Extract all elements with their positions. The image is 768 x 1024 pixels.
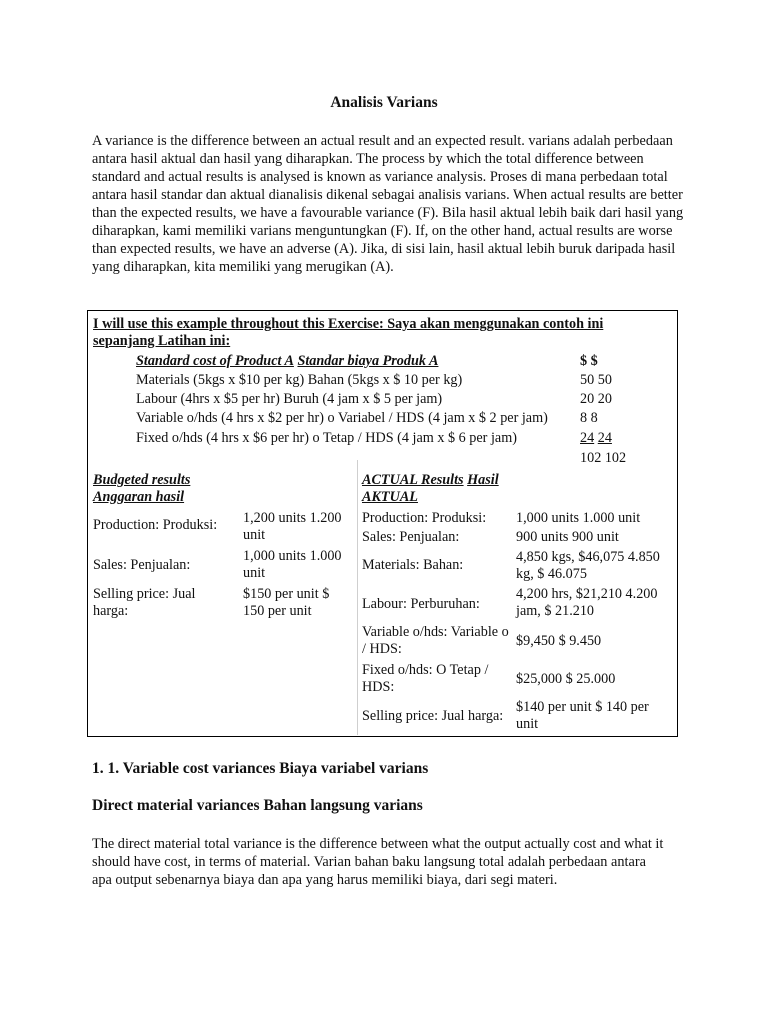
actual-label: Production: Produksi: bbox=[362, 510, 487, 526]
budgeted-value: 1,200 units 1.200 unit bbox=[243, 510, 342, 543]
subsection-heading: Direct material variances Bahan langsung varians bbox=[92, 797, 423, 814]
actual-value: $9,450 $ 9.450 bbox=[516, 633, 602, 649]
budgeted-heading-id: Anggaran hasil bbox=[93, 489, 185, 505]
body-paragraph: The direct material total variance is the difference between what the output actually cost and what it should have cost, in terms of material. Varian bahan baku langsung total adalah perbedaan antara apa output sebenarnya biaya dan apa yang harus memiliki biaya, dari segi materi. bbox=[92, 836, 664, 888]
standard-cost-line: Materials (5kgs x $10 per kg) Bahan (5kgs x $ 10 per kg) bbox=[136, 372, 463, 388]
intro-paragraph: A variance is the difference between an actual result and an expected result. varians adalah perbedaan antara hasil aktual dan hasil yang diharapkan. The process by which the total difference between standard and actual results is analysed is known as variance analysis. Proses di mana perbedaan total antara hasil standar dan aktual dianalisis dikenal sebagai analisis varians. When actual results are better than the expected results, we have a favourable variance (F). Bila hasil aktual lebih baik dari hasil yang diharapkan, kami memiliki varians menguntungkan (F). If, on the other hand, actual results are worse than expected results, we have an adverse (A). Jika, di sisi lain, hasil aktual lebih buruk daripada hasil yang diharapkan, kita memiliki yang merugikan (A). bbox=[92, 133, 684, 275]
standard-cost-title-en: Standard cost of Product A bbox=[136, 353, 294, 369]
page-title: Analisis Varians bbox=[330, 94, 438, 111]
budgeted-value: 1,000 units 1.000 unit bbox=[243, 548, 342, 581]
fixed-value-a: 24 bbox=[580, 430, 595, 446]
budgeted-label: Selling price: Jual harga: bbox=[93, 586, 196, 619]
standard-cost-value: 50 50 bbox=[580, 372, 612, 388]
example-header: I will use this example throughout this Exercise: Saya akan menggunakan contoh ini sepanjang Latihan ini: bbox=[93, 316, 604, 349]
actual-value: 900 units 900 unit bbox=[516, 529, 619, 545]
standard-cost-title-id: Standar biaya Produk A bbox=[297, 353, 439, 369]
actual-value: 1,000 units 1.000 unit bbox=[516, 510, 641, 526]
actual-label: Labour: Perburuhan: bbox=[362, 596, 480, 612]
standard-cost-line: Labour (4hrs x $5 per hr) Buruh (4 jam x $ 5 per jam) bbox=[136, 391, 443, 407]
actual-heading-en: ACTUAL Results bbox=[362, 472, 464, 488]
budgeted-heading-en: Budgeted results bbox=[93, 472, 191, 488]
budgeted-label: Sales: Penjualan: bbox=[93, 557, 191, 573]
standard-cost-line: Fixed o/hds (4 hrs x $6 per hr) o Tetap / HDS (4 jam x $ 6 per jam) bbox=[136, 430, 517, 446]
actual-value: 4,200 hrs, $21,210 4.200 jam, $ 21.210 bbox=[516, 586, 658, 619]
actual-label: Variable o/hds: Variable o / HDS: bbox=[362, 624, 509, 657]
standard-cost-value: 20 20 bbox=[580, 391, 612, 407]
standard-cost-line: Variable o/hds (4 hrs x $2 per hr) o Variabel / HDS (4 jam x $ 2 per jam) bbox=[136, 410, 548, 426]
actual-heading-id: Hasil AKTUAL bbox=[362, 472, 499, 505]
actual-label: Materials: Bahan: bbox=[362, 557, 464, 573]
actual-label: Selling price: Jual harga: bbox=[362, 708, 504, 724]
example-box bbox=[87, 310, 678, 737]
section-heading: 1. 1. Variable cost variances Biaya variabel varians bbox=[92, 760, 429, 777]
fixed-value-b: 24 bbox=[597, 430, 612, 446]
standard-cost-title bbox=[136, 353, 438, 370]
actual-value: $25,000 $ 25.000 bbox=[516, 671, 616, 687]
currency-header: $ $ bbox=[580, 353, 598, 369]
actual-label: Sales: Penjualan: bbox=[362, 529, 460, 545]
column-divider bbox=[357, 460, 358, 735]
actual-value: 4,850 kgs, $46,075 4.850 kg, $ 46.075 bbox=[516, 549, 660, 582]
actual-heading bbox=[362, 472, 522, 506]
standard-cost-value bbox=[580, 430, 612, 447]
budgeted-heading bbox=[93, 472, 233, 506]
standard-cost-value: 8 8 bbox=[580, 410, 598, 426]
actual-value: $140 per unit $ 140 per unit bbox=[516, 699, 649, 732]
budgeted-value: $150 per unit $ 150 per unit bbox=[243, 586, 330, 619]
actual-label: Fixed o/hds: O Tetap / HDS: bbox=[362, 662, 489, 695]
standard-cost-total: 102 102 bbox=[580, 450, 627, 466]
budgeted-label: Production: Produksi: bbox=[93, 517, 218, 533]
